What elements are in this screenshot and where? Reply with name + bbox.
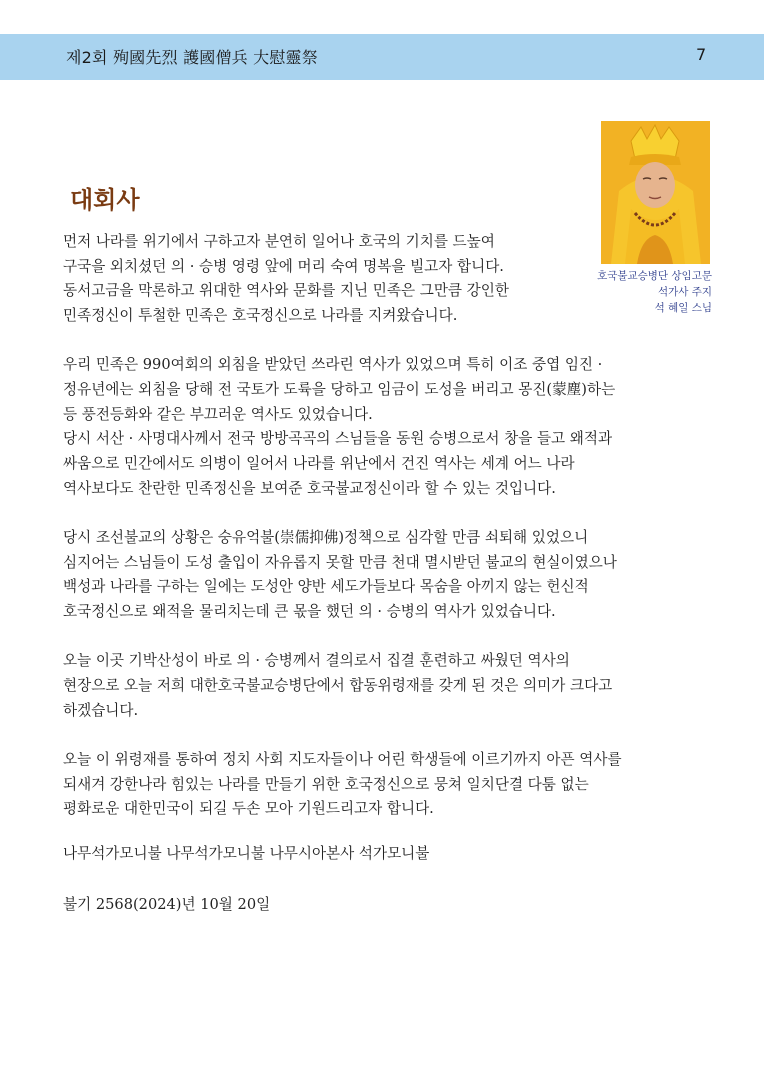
text-line: 당시 서산 · 사명대사께서 전국 방방곡곡의 스님들을 동원 승병으로서 창을 들고 왜적과 — [63, 430, 613, 448]
paragraph — [63, 230, 703, 329]
text-line: 동서고금을 막론하고 위대한 역사와 문화를 지닌 민족은 그만큼 강인한 — [63, 282, 509, 300]
text-line: 평화로운 대한민국이 되길 두손 모아 기원드리고자 합니다. — [63, 800, 434, 818]
page-number: 7 — [696, 45, 707, 64]
header-title: 제2회 殉國先烈 護國僧兵 大慰靈祭 — [66, 48, 318, 67]
text-line: 정유년에는 외침을 당해 전 국토가 도륙을 당하고 임금이 도성을 버리고 몽진(蒙塵)하는 — [63, 381, 616, 399]
text-line: 백성과 나라를 구하는 일에는 도성안 양반 세도가들보다 목숨을 아끼지 않는 헌신적 — [63, 578, 589, 596]
document-date: 불기 2568(2024)년 10월 20일 — [63, 896, 271, 913]
closing-prayer: 나무석가모니불 나무석가모니불 나무시아본사 석가모니불 — [63, 845, 430, 862]
text-line: 당시 조선불교의 상황은 숭유억불(崇儒抑佛)정책으로 심각할 만큼 쇠퇴해 있었으니 — [63, 529, 589, 547]
text-line: 현장으로 오늘 저희 대한호국불교승병단에서 합동위령재를 갖게 된 것은 의미가 크다고 — [63, 677, 613, 695]
text-line: 오늘 이 위령재를 통하여 정치 사회 지도자들이나 어린 학생들에 이르기까지 아픈 역사를 — [63, 750, 622, 768]
paragraph — [63, 649, 703, 723]
text-line: 오늘 이곳 기박산성이 바로 의 · 승병께서 결의로서 집결 훈련하고 싸웠던 역사의 — [63, 652, 570, 670]
text-line: 먼저 나라를 위기에서 구하고자 분연히 일어나 호국의 기치를 드높여 — [63, 233, 495, 250]
paragraph — [63, 353, 703, 501]
caption-line: 호국불교승병단 상임고문 — [597, 270, 712, 282]
text-line: 되새겨 강한나라 힘있는 나라를 만들기 위한 호국정신으로 뭉쳐 일치단결 다툼 없는 — [63, 775, 589, 793]
caption-line: 석가사 주지 — [657, 286, 712, 298]
text-line: 싸움으로 민간에서도 의병이 일어서 나라를 위난에서 건진 역사는 세계 어느 나라 — [63, 455, 575, 473]
page-header — [0, 34, 764, 80]
text-line: 우리 민족은 990여회의 외침을 받았던 쓰라린 역사가 있었으며 특히 이조 중엽 임진 · — [63, 356, 603, 374]
text-line: 등 풍전등화와 같은 부끄러운 역사도 있었습니다. — [63, 405, 373, 423]
text-line: 하겠습니다. — [63, 701, 139, 719]
text-line: 호국정신으로 왜적을 물리치는데 큰 몫을 했던 의 · 승병의 역사가 있었습니다. — [63, 603, 556, 621]
address-body — [63, 230, 703, 847]
section-heading: 대회사 — [70, 186, 140, 214]
text-line: 역사보다도 찬란한 민족정신을 보여준 호국불교정신이라 할 수 있는 것입니다. — [63, 479, 556, 497]
caption-line: 석 혜일 스님 — [654, 302, 712, 314]
text-line: 민족정신이 투철한 민족은 호국정신으로 나라를 지켜왔습니다. — [63, 307, 458, 325]
text-line: 구국을 외치셨던 의 · 승병 영령 앞에 머리 숙여 명복을 빌고자 합니다. — [63, 257, 504, 275]
text-line: 심지어는 스님들이 도성 출입이 자유롭지 못할 만큼 천대 멸시받던 불교의 현실이였으나 — [63, 553, 617, 571]
paragraph — [63, 526, 703, 625]
paragraph — [63, 748, 703, 822]
